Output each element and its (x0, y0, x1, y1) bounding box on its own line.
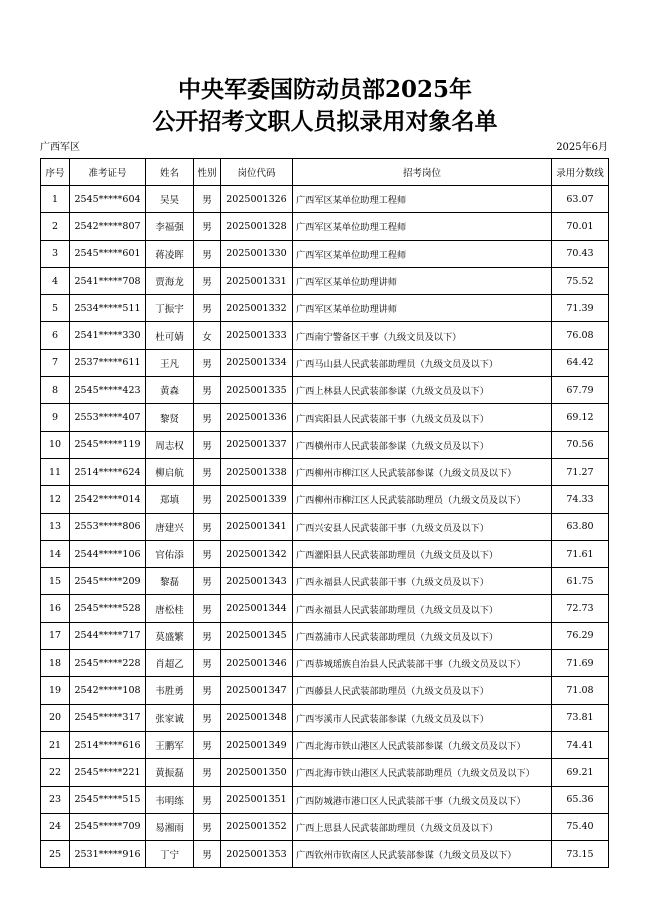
cell-gender: 男 (194, 404, 221, 431)
cell-index: 22 (41, 759, 70, 786)
cell-score: 70.43 (552, 240, 609, 267)
cell-name: 丁宁 (146, 841, 194, 868)
cell-index: 2 (41, 213, 70, 240)
cell-gender: 男 (194, 704, 221, 731)
cell-post: 广西军区某单位助理讲师 (293, 267, 552, 294)
column-header-score: 录用分数线 (552, 159, 609, 186)
cell-post-code: 2025001348 (221, 704, 293, 731)
cell-score: 69.12 (552, 404, 609, 431)
cell-name: 唐松桂 (146, 595, 194, 622)
cell-post-code: 2025001346 (221, 650, 293, 677)
cell-post-code: 2025001330 (221, 240, 293, 267)
cell-post: 广西军区某单位助理工程师 (293, 186, 552, 213)
cell-index: 6 (41, 322, 70, 349)
page-title-line2: 公开招考文职人员拟录用对象名单 (152, 108, 498, 135)
table-row (41, 513, 609, 540)
table-row (41, 677, 609, 704)
cell-name: 王凡 (146, 349, 194, 376)
cell-exam-id: 2542*****108 (70, 677, 146, 704)
table-row (41, 704, 609, 731)
table-row (41, 267, 609, 294)
cell-post-code: 2025001338 (221, 458, 293, 485)
cell-name: 韦胜勇 (146, 677, 194, 704)
cell-index: 7 (41, 349, 70, 376)
cell-index: 3 (41, 240, 70, 267)
cell-post: 广西上思县人民武装部助理员（九级文员及以下） (293, 813, 552, 840)
cell-gender: 男 (194, 759, 221, 786)
cell-score: 74.33 (552, 486, 609, 513)
cell-index: 24 (41, 813, 70, 840)
cell-score: 67.79 (552, 377, 609, 404)
cell-exam-id: 2537*****611 (70, 349, 146, 376)
table-row (41, 295, 609, 322)
cell-gender: 女 (194, 322, 221, 349)
cell-post-code: 2025001351 (221, 786, 293, 813)
cell-exam-id: 2545*****528 (70, 595, 146, 622)
region-label: 广西军区 (40, 142, 80, 153)
cell-index: 11 (41, 458, 70, 485)
cell-gender: 男 (194, 595, 221, 622)
cell-index: 23 (41, 786, 70, 813)
cell-score: 69.21 (552, 759, 609, 786)
cell-name: 黎贤 (146, 404, 194, 431)
cell-post: 广西灌阳县人民武装部助理员（九级文员及以下） (293, 540, 552, 567)
cell-exam-id: 2544*****106 (70, 540, 146, 567)
cell-exam-id: 2545*****209 (70, 568, 146, 595)
cell-index: 5 (41, 295, 70, 322)
table-row (41, 486, 609, 513)
cell-post-code: 2025001333 (221, 322, 293, 349)
cell-score: 63.80 (552, 513, 609, 540)
cell-name: 易湘雨 (146, 813, 194, 840)
cell-score: 71.61 (552, 540, 609, 567)
cell-post-code: 2025001343 (221, 568, 293, 595)
cell-score: 61.75 (552, 568, 609, 595)
cell-gender: 男 (194, 813, 221, 840)
cell-score: 72.73 (552, 595, 609, 622)
cell-post-code: 2025001336 (221, 404, 293, 431)
cell-gender: 男 (194, 267, 221, 294)
cell-post-code: 2025001331 (221, 267, 293, 294)
cell-post-code: 2025001339 (221, 486, 293, 513)
cell-exam-id: 2545*****221 (70, 759, 146, 786)
cell-post: 广西岑溪市人民武装部参谋（九级文员及以下） (293, 704, 552, 731)
cell-gender: 男 (194, 540, 221, 567)
cell-exam-id: 2545*****228 (70, 650, 146, 677)
cell-gender: 男 (194, 431, 221, 458)
cell-post-code: 2025001342 (221, 540, 293, 567)
cell-gender: 男 (194, 213, 221, 240)
cell-post: 广西北海市铁山港区人民武装部助理员（九级文员及以下） (293, 759, 552, 786)
cell-post: 广西北海市铁山港区人民武装部参谋（九级文员及以下） (293, 731, 552, 758)
cell-exam-id: 2541*****708 (70, 267, 146, 294)
cell-post: 广西军区某单位助理工程师 (293, 240, 552, 267)
cell-post: 广西防城港市港口区人民武装部干事（九级文员及以下） (293, 786, 552, 813)
cell-exam-id: 2542*****807 (70, 213, 146, 240)
cell-index: 1 (41, 186, 70, 213)
cell-index: 21 (41, 731, 70, 758)
candidate-table (40, 158, 609, 868)
cell-score: 75.52 (552, 267, 609, 294)
cell-score: 71.08 (552, 677, 609, 704)
cell-exam-id: 2542*****014 (70, 486, 146, 513)
cell-post-code: 2025001347 (221, 677, 293, 704)
cell-name: 吴昊 (146, 186, 194, 213)
cell-name: 王鹏军 (146, 731, 194, 758)
table-header-row (41, 159, 609, 186)
cell-index: 12 (41, 486, 70, 513)
cell-exam-id: 2545*****515 (70, 786, 146, 813)
cell-gender: 男 (194, 650, 221, 677)
cell-post-code: 2025001326 (221, 186, 293, 213)
cell-index: 25 (41, 841, 70, 868)
cell-post-code: 2025001334 (221, 349, 293, 376)
cell-gender: 男 (194, 841, 221, 868)
table-row (41, 322, 609, 349)
table-row (41, 650, 609, 677)
cell-post: 广西荔浦市人民武装部助理员（九级文员及以下） (293, 622, 552, 649)
cell-index: 16 (41, 595, 70, 622)
cell-exam-id: 2541*****330 (70, 322, 146, 349)
cell-index: 8 (41, 377, 70, 404)
cell-post-code: 2025001349 (221, 731, 293, 758)
cell-gender: 男 (194, 486, 221, 513)
cell-name: 丁振宇 (146, 295, 194, 322)
cell-gender: 男 (194, 240, 221, 267)
column-header-post: 招考岗位 (293, 159, 552, 186)
cell-exam-id: 2545*****317 (70, 704, 146, 731)
table-row (41, 213, 609, 240)
cell-gender: 男 (194, 377, 221, 404)
cell-post: 广西军区某单位助理讲师 (293, 295, 552, 322)
cell-post: 广西宾阳县人民武装部干事（九级文员及以下） (293, 404, 552, 431)
cell-score: 71.69 (552, 650, 609, 677)
cell-index: 17 (41, 622, 70, 649)
cell-gender: 男 (194, 513, 221, 540)
cell-name: 李福强 (146, 213, 194, 240)
cell-name: 韦明练 (146, 786, 194, 813)
cell-score: 75.40 (552, 813, 609, 840)
cell-exam-id: 2545*****601 (70, 240, 146, 267)
cell-score: 70.56 (552, 431, 609, 458)
cell-name: 郑填 (146, 486, 194, 513)
cell-score: 76.29 (552, 622, 609, 649)
cell-index: 13 (41, 513, 70, 540)
column-header-gender: 性别 (194, 159, 221, 186)
cell-gender: 男 (194, 295, 221, 322)
cell-name: 杜可婧 (146, 322, 194, 349)
cell-exam-id: 2545*****423 (70, 377, 146, 404)
cell-exam-id: 2553*****407 (70, 404, 146, 431)
table-row (41, 622, 609, 649)
table-row (41, 595, 609, 622)
cell-post: 广西钦州市钦南区人民武装部参谋（九级文员及以下） (293, 841, 552, 868)
cell-index: 18 (41, 650, 70, 677)
cell-name: 黄森 (146, 377, 194, 404)
cell-post-code: 2025001335 (221, 377, 293, 404)
cell-post-code: 2025001344 (221, 595, 293, 622)
page-title-line1: 中央军委国防动员部2025年 (177, 76, 472, 103)
cell-score: 73.15 (552, 841, 609, 868)
cell-post: 广西藤县人民武装部助理员（九级文员及以下） (293, 677, 552, 704)
cell-score: 74.41 (552, 731, 609, 758)
date-label: 2025年6月 (556, 142, 608, 153)
cell-post: 广西上林县人民武装部参谋（九级文员及以下） (293, 377, 552, 404)
cell-exam-id: 2531*****916 (70, 841, 146, 868)
table-row (41, 759, 609, 786)
column-header-post-code: 岗位代码 (221, 159, 293, 186)
cell-exam-id: 2514*****616 (70, 731, 146, 758)
cell-name: 肖超乙 (146, 650, 194, 677)
cell-name: 贾海龙 (146, 267, 194, 294)
cell-exam-id: 2545*****709 (70, 813, 146, 840)
cell-index: 20 (41, 704, 70, 731)
table-row (41, 431, 609, 458)
table-row (41, 813, 609, 840)
cell-post-code: 2025001337 (221, 431, 293, 458)
cell-post: 广西柳州市柳江区人民武装部助理员（九级文员及以下） (293, 486, 552, 513)
cell-gender: 男 (194, 568, 221, 595)
cell-score: 71.27 (552, 458, 609, 485)
column-header-index: 序号 (41, 159, 70, 186)
cell-score: 63.07 (552, 186, 609, 213)
cell-post-code: 2025001345 (221, 622, 293, 649)
table-row (41, 731, 609, 758)
cell-post-code: 2025001341 (221, 513, 293, 540)
table-row (41, 349, 609, 376)
cell-post: 广西南宁警备区干事（九级文员及以下） (293, 322, 552, 349)
cell-score: 64.42 (552, 349, 609, 376)
cell-exam-id: 2545*****604 (70, 186, 146, 213)
table-row (41, 404, 609, 431)
cell-exam-id: 2553*****806 (70, 513, 146, 540)
table-row (41, 786, 609, 813)
table-row (41, 540, 609, 567)
cell-post: 广西永福县人民武装部干事（九级文员及以下） (293, 568, 552, 595)
cell-post: 广西横州市人民武装部参谋（九级文员及以下） (293, 431, 552, 458)
cell-score: 70.01 (552, 213, 609, 240)
cell-gender: 男 (194, 349, 221, 376)
cell-post: 广西恭城瑶族自治县人民武装部干事（九级文员及以下） (293, 650, 552, 677)
cell-index: 9 (41, 404, 70, 431)
cell-name: 唐建兴 (146, 513, 194, 540)
table-row (41, 458, 609, 485)
cell-post: 广西马山县人民武装部助理员（九级文员及以下） (293, 349, 552, 376)
cell-index: 10 (41, 431, 70, 458)
table-row (41, 377, 609, 404)
cell-score: 73.81 (552, 704, 609, 731)
cell-score: 71.39 (552, 295, 609, 322)
cell-name: 官佑添 (146, 540, 194, 567)
table-row (41, 841, 609, 868)
table-row (41, 186, 609, 213)
cell-post: 广西军区某单位助理工程师 (293, 213, 552, 240)
cell-gender: 男 (194, 731, 221, 758)
cell-name: 周志权 (146, 431, 194, 458)
cell-index: 15 (41, 568, 70, 595)
cell-exam-id: 2514*****624 (70, 458, 146, 485)
table-row (41, 240, 609, 267)
cell-exam-id: 2545*****119 (70, 431, 146, 458)
cell-index: 4 (41, 267, 70, 294)
column-header-exam-id: 准考证号 (70, 159, 146, 186)
cell-gender: 男 (194, 622, 221, 649)
cell-exam-id: 2544*****717 (70, 622, 146, 649)
cell-index: 19 (41, 677, 70, 704)
cell-name: 莫盛繁 (146, 622, 194, 649)
cell-name: 黄振磊 (146, 759, 194, 786)
cell-gender: 男 (194, 677, 221, 704)
cell-post-code: 2025001353 (221, 841, 293, 868)
cell-post-code: 2025001328 (221, 213, 293, 240)
cell-gender: 男 (194, 786, 221, 813)
cell-score: 76.08 (552, 322, 609, 349)
cell-gender: 男 (194, 458, 221, 485)
cell-post: 广西柳州市柳江区人民武装部参谋（九级文员及以下） (293, 458, 552, 485)
cell-index: 14 (41, 540, 70, 567)
cell-name: 张家诚 (146, 704, 194, 731)
cell-name: 蒋凌晖 (146, 240, 194, 267)
cell-name: 柳启航 (146, 458, 194, 485)
column-header-name: 姓名 (146, 159, 194, 186)
cell-exam-id: 2534*****511 (70, 295, 146, 322)
table-row (41, 568, 609, 595)
cell-post: 广西永福县人民武装部助理员（九级文员及以下） (293, 595, 552, 622)
cell-gender: 男 (194, 186, 221, 213)
cell-post: 广西兴安县人民武装部干事（九级文员及以下） (293, 513, 552, 540)
cell-score: 65.36 (552, 786, 609, 813)
cell-post-code: 2025001352 (221, 813, 293, 840)
cell-name: 黎磊 (146, 568, 194, 595)
cell-post-code: 2025001332 (221, 295, 293, 322)
cell-post-code: 2025001350 (221, 759, 293, 786)
